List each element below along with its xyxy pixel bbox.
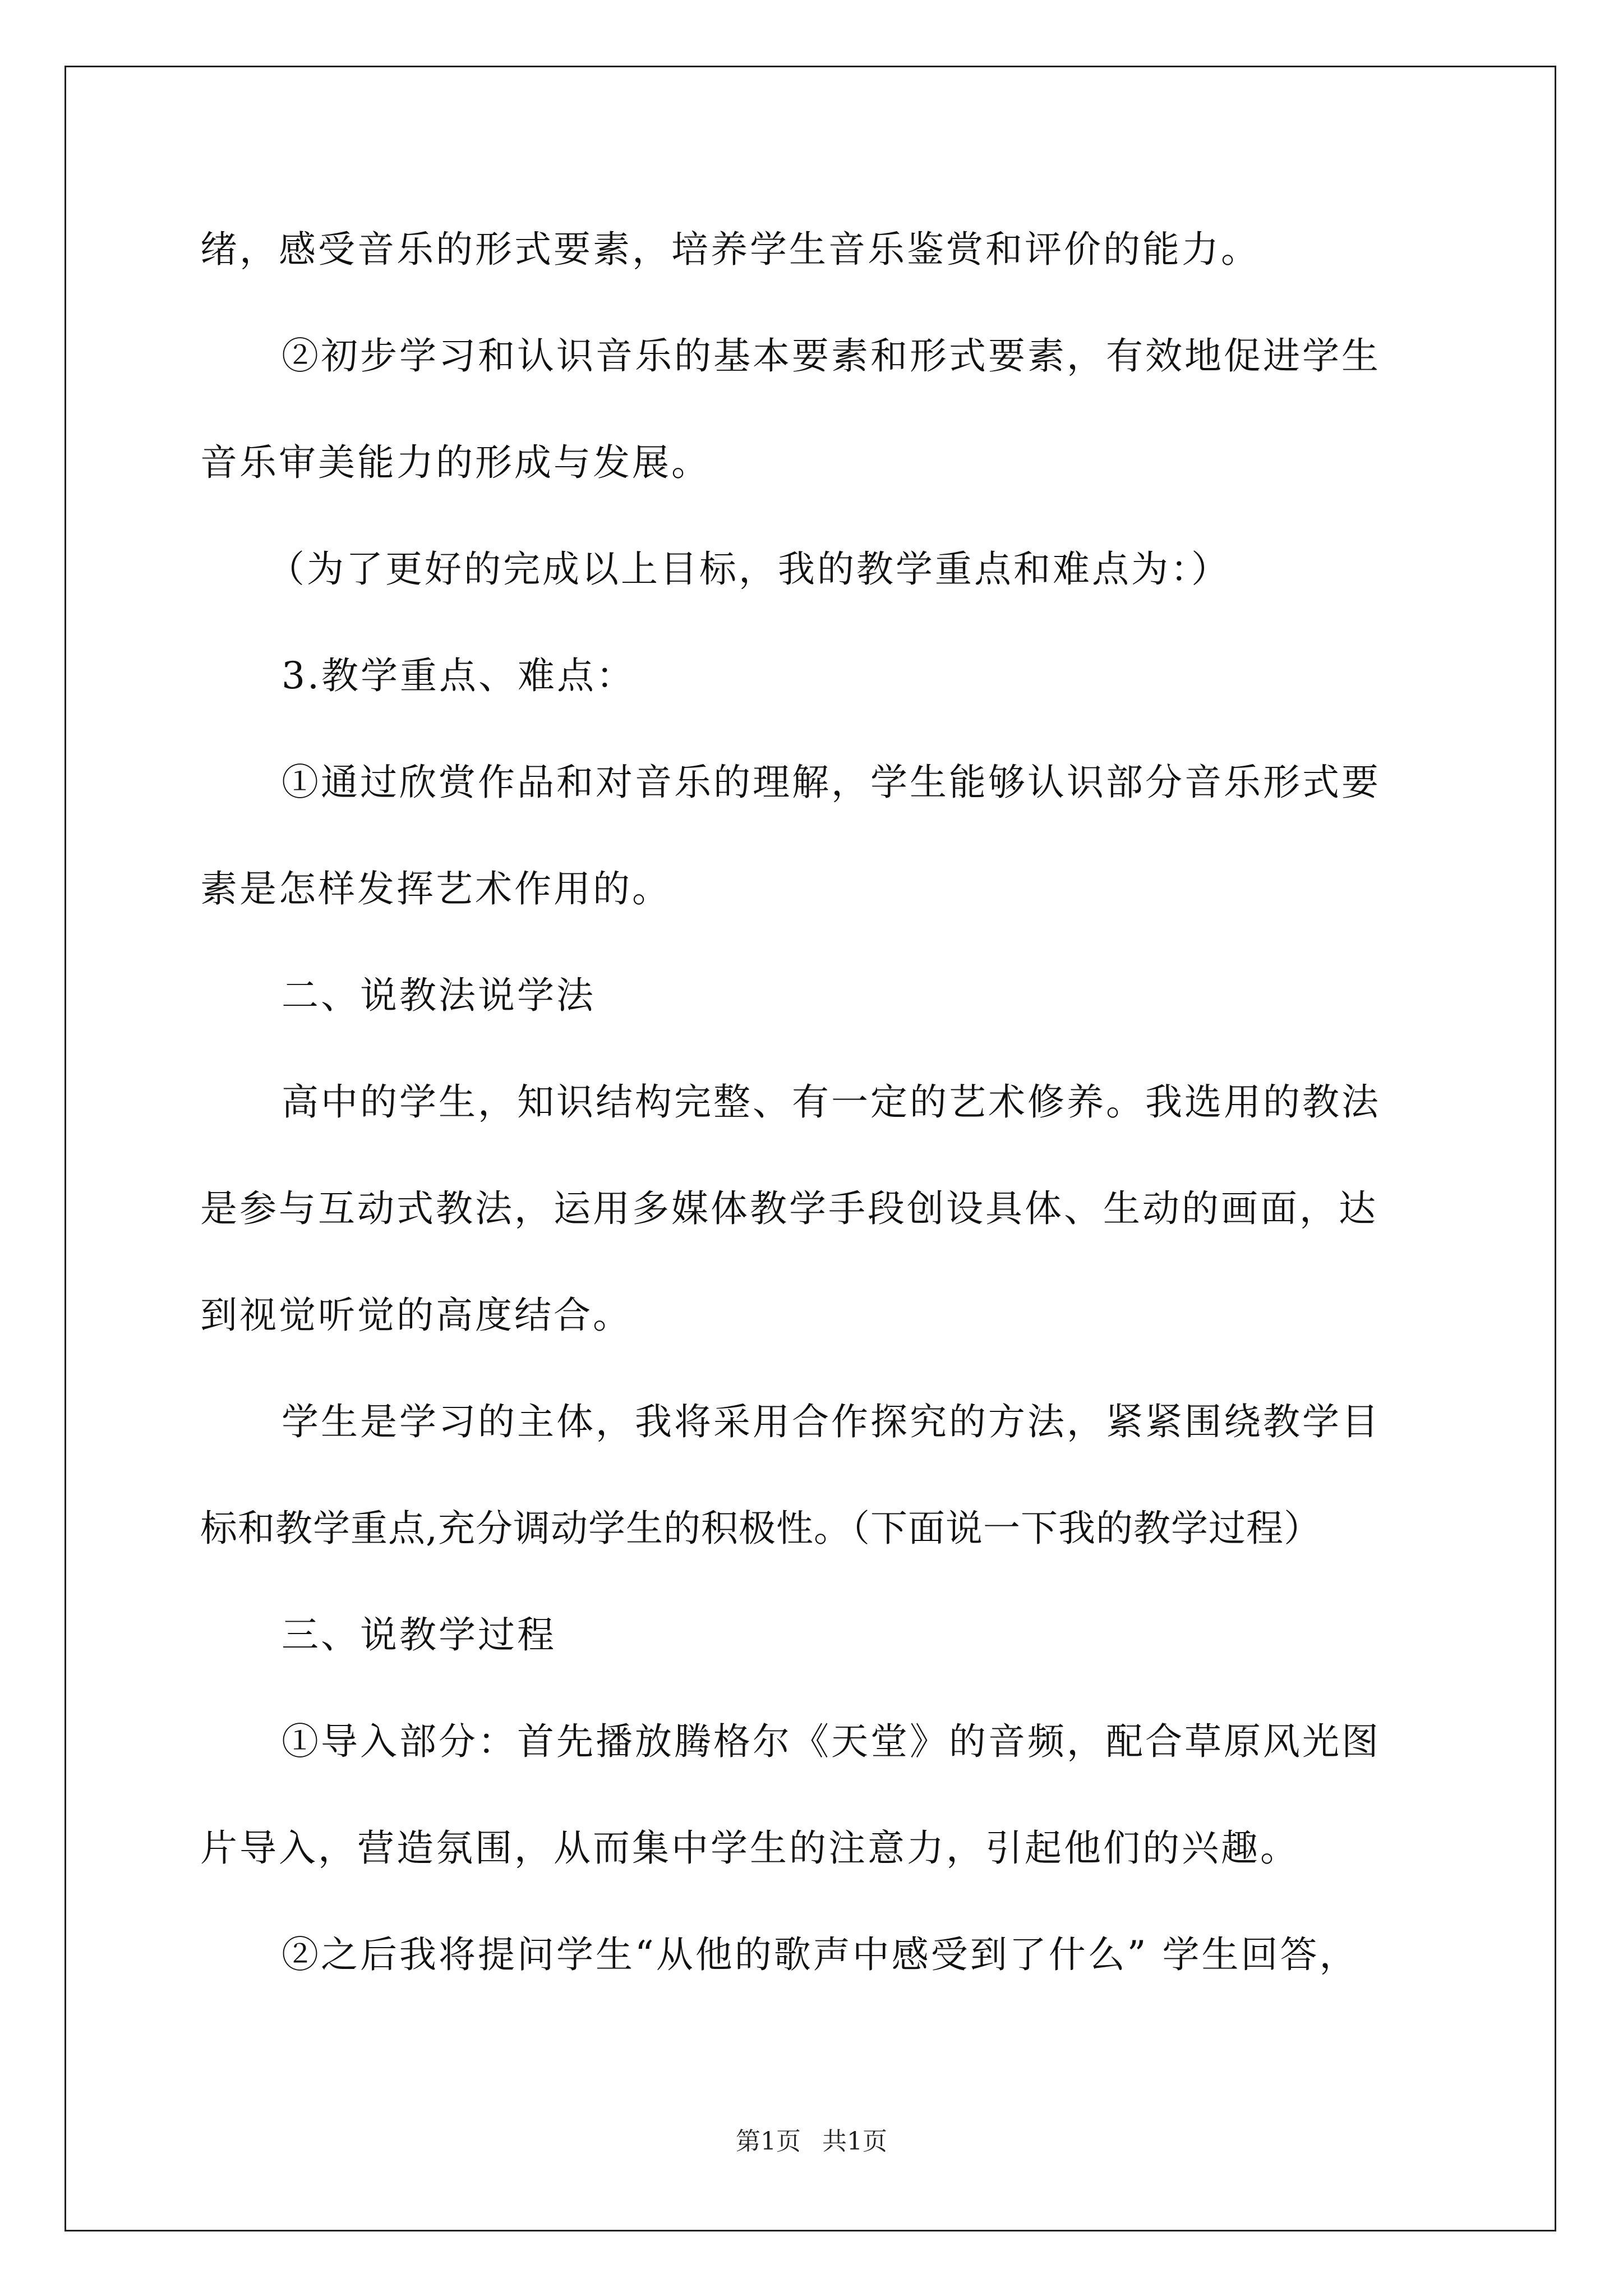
section-heading: 三、说教学过程 (282, 1613, 556, 1657)
text-line: 素是怎样发挥艺术作用的。 (200, 867, 671, 910)
text-line: 音乐审美能力的形成与发展。 (200, 441, 711, 484)
text-line: 是参与互动式教法，运用多媒体教学手段创设具体、生动的画面，达 (200, 1187, 1378, 1230)
text-line: 标和教学重点,充分调动学生的积极性。（下面说一下我的教学过程） (200, 1507, 1321, 1550)
text-line: 学生是学习的主体，我将采用合作探究的方法，紧紧围绕教学目 (282, 1400, 1381, 1443)
text-line: 3.教学重点、难点： (282, 654, 635, 697)
page-border (64, 66, 1556, 2231)
text-line: ①通过欣赏作品和对音乐的理解，学生能够认识部分音乐形式要 (282, 761, 1381, 804)
text-line: ②之后我将提问学生“从他的歌声中感受到了什么” 学生回答， (282, 1933, 1359, 1976)
section-heading: 二、说教法说学法 (282, 974, 596, 1017)
text-line: ①导入部分：首先播放腾格尔《天堂》的音频，配合草原风光图 (282, 1720, 1381, 1763)
text-line: 片导入，营造氛围，从而集中学生的注意力，引起他们的兴趣。 (200, 1826, 1299, 1870)
text-line: 到视觉听觉的高度结合。 (200, 1294, 632, 1337)
text-line: 绪，感受音乐的形式要素，培养学生音乐鉴赏和评价的能力。 (200, 228, 1260, 271)
text-line: 高中的学生，知识结构完整、有一定的艺术修养。我选用的教法 (282, 1080, 1381, 1124)
page-footer (0, 2126, 1623, 2157)
page-total: 共1页 (822, 2127, 887, 2156)
text-line: （为了更好的完成以上目标，我的教学重点和难点为：） (268, 547, 1230, 591)
page-number: 第1页 (736, 2127, 801, 2156)
text-line: ②初步学习和认识音乐的基本要素和形式要素，有效地促进学生 (282, 334, 1381, 378)
